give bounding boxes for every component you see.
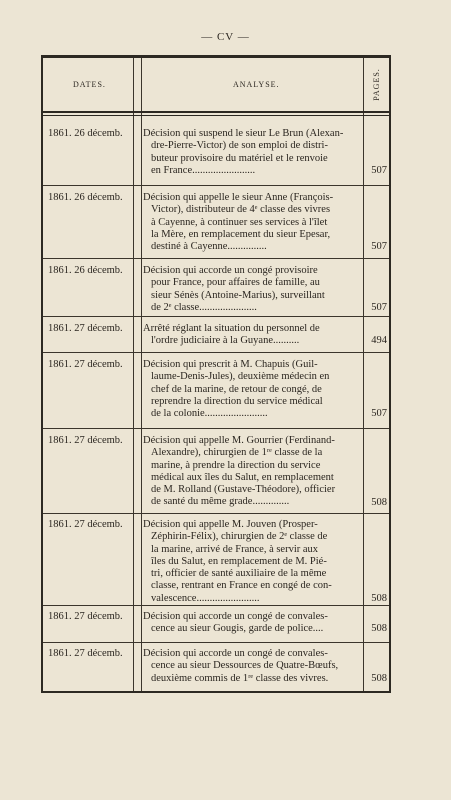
entry-analysis-line: sieur Sénès (Antoine-Marius), surveillant [151,289,325,301]
entry-page: 508 [371,592,387,604]
entry-date: 1861. 27 décemb. [48,359,123,370]
entry-analysis-line: de la colonie........................ [151,408,268,420]
header-pages: PAGES. [371,68,381,101]
entry-separator [43,428,389,429]
header-rule [43,111,389,113]
entry-date: 1861. 26 décemb. [48,192,123,203]
entry-separator [43,258,389,259]
entry-analysis-line: îles du Salut, en remplacement de M. Pié- [151,555,327,567]
entry-page: 507 [371,164,387,176]
entry-date: 1861. 27 décemb. [48,611,123,622]
entry-separator [43,185,389,186]
entry-page: 507 [371,241,387,253]
entry-separator [43,605,389,606]
entry-analysis-line: Décision qui suspend le sieur Le Brun (Alexan- [143,128,344,139]
entry-analysis-line: valescence........................ [151,592,260,604]
entry-analysis-line: Décision qui accorde un congé de convales- [143,648,328,659]
entry-analysis-line: chef de la marine, de retour de congé, de [151,383,322,395]
entry-page: 507 [371,301,387,313]
entry-analysis-line: l'ordre judiciaire à la Guyane.......... [151,335,300,347]
entry-separator [43,352,389,353]
entry-analysis [143,359,359,420]
entry-analysis-line: deuxième commis de 1ʳᵉ classe des vivres. [151,672,329,684]
table-frame [41,55,391,693]
entry-date: 1861. 27 décemb. [48,435,123,446]
entry-analysis-line: la marine, arrivé de France, à servir aux [151,543,319,555]
header-analyse: ANALYSE. [233,80,280,89]
header-rule-thin [43,115,389,116]
entry-date: 1861. 26 décemb. [48,128,123,139]
entry-analysis-line: Décision qui accorde un congé de convales- [143,611,328,622]
entry-page: 507 [371,408,387,420]
entry-analysis [143,611,359,636]
entry-analysis-line: tri, officier de santé auxiliaire de la même [151,568,327,580]
entry-analysis-line: de santé du même grade.............. [151,496,290,508]
column-rule-dates [133,58,134,691]
entry-analysis-line: la Mère, en remplacement du sieur Epesar, [151,228,331,240]
entry-analysis-line: en France........................ [151,164,256,176]
entry-separator [43,642,389,643]
entry-analysis-line: laume-Denis-Jules), deuxième médecin en [151,371,330,383]
entry-analysis [143,648,359,685]
entry-analysis-line: de M. Rolland (Gustave-Théodore), officier [151,484,336,496]
entry-analysis-line: destiné à Cayenne............... [151,241,267,253]
column-rule-pages [363,58,364,691]
entry-analysis-line: de 2ᵉ classe...................... [151,301,257,313]
entry-analysis [143,128,359,177]
entry-analysis-line: dre-Pierre-Victor) de son emploi de distri- [151,140,328,152]
entry-analysis-line: médical aux îles du Salut, en remplacement [151,471,334,483]
entry-analysis-line: Décision qui prescrit à M. Chapuis (Guil- [143,359,318,370]
entry-analysis-line: cence au sieur Dessources de Quatre-Bœufs, [151,660,339,672]
entry-analysis-line: Alexandre), chirurgien de 1ʳᵉ classe de la [151,447,323,459]
entry-analysis-line: Victor), distributeur de 4ᵉ classe des vivres [151,204,331,216]
entry-page: 508 [371,623,387,635]
entry-analysis-line: Arrêté réglant la situation du personnel de [143,323,320,334]
entry-analysis-line: à Cayenne, à continuer ses services à l'îlet [151,216,328,228]
entry-page: 508 [371,496,387,508]
entry-analysis [143,519,359,605]
entry-page: 508 [371,672,387,684]
entry-analysis-line: cence au sieur Gougis, garde de police.... [151,623,324,635]
entry-analysis-line: Décision qui appelle M. Gourrier (Ferdinand- [143,435,335,446]
entry-analysis-line: Décision qui accorde un congé provisoire [143,265,318,276]
entry-analysis-line: reprendre la direction du service médical [151,395,323,407]
entry-date: 1861. 26 décemb. [48,265,123,276]
entry-date: 1861. 27 décemb. [48,519,123,530]
entry-analysis-line: marine, à prendre la direction du service [151,459,321,471]
entry-analysis-line: pour France, pour affaires de famille, au [151,277,320,289]
entry-page: 494 [371,335,387,347]
entry-analysis-line: Décision qui appelle M. Jouven (Prosper- [143,519,318,530]
page-number: — CV — [201,31,250,43]
entry-date: 1861. 27 décemb. [48,323,123,334]
entry-date: 1861. 27 décemb. [48,648,123,659]
entry-separator [43,513,389,514]
entry-analysis-line: Décision qui appelle le sieur Anne (François- [143,192,334,203]
entry-analysis [143,435,359,509]
entry-analysis [143,265,359,314]
entry-analysis [143,192,359,253]
header-dates: DATES. [73,80,106,89]
entry-analysis-line: buteur provisoire du matériel et le renvoie [151,152,328,164]
entry-analysis-line: classe, rentrant en France en congé de con- [151,580,332,592]
entry-analysis [143,323,359,348]
entry-analysis-line: Zéphirin-Félix), chirurgien de 2ᵉ classe de [151,531,328,543]
column-rule-dates-inner [141,58,142,691]
entry-separator [43,316,389,317]
